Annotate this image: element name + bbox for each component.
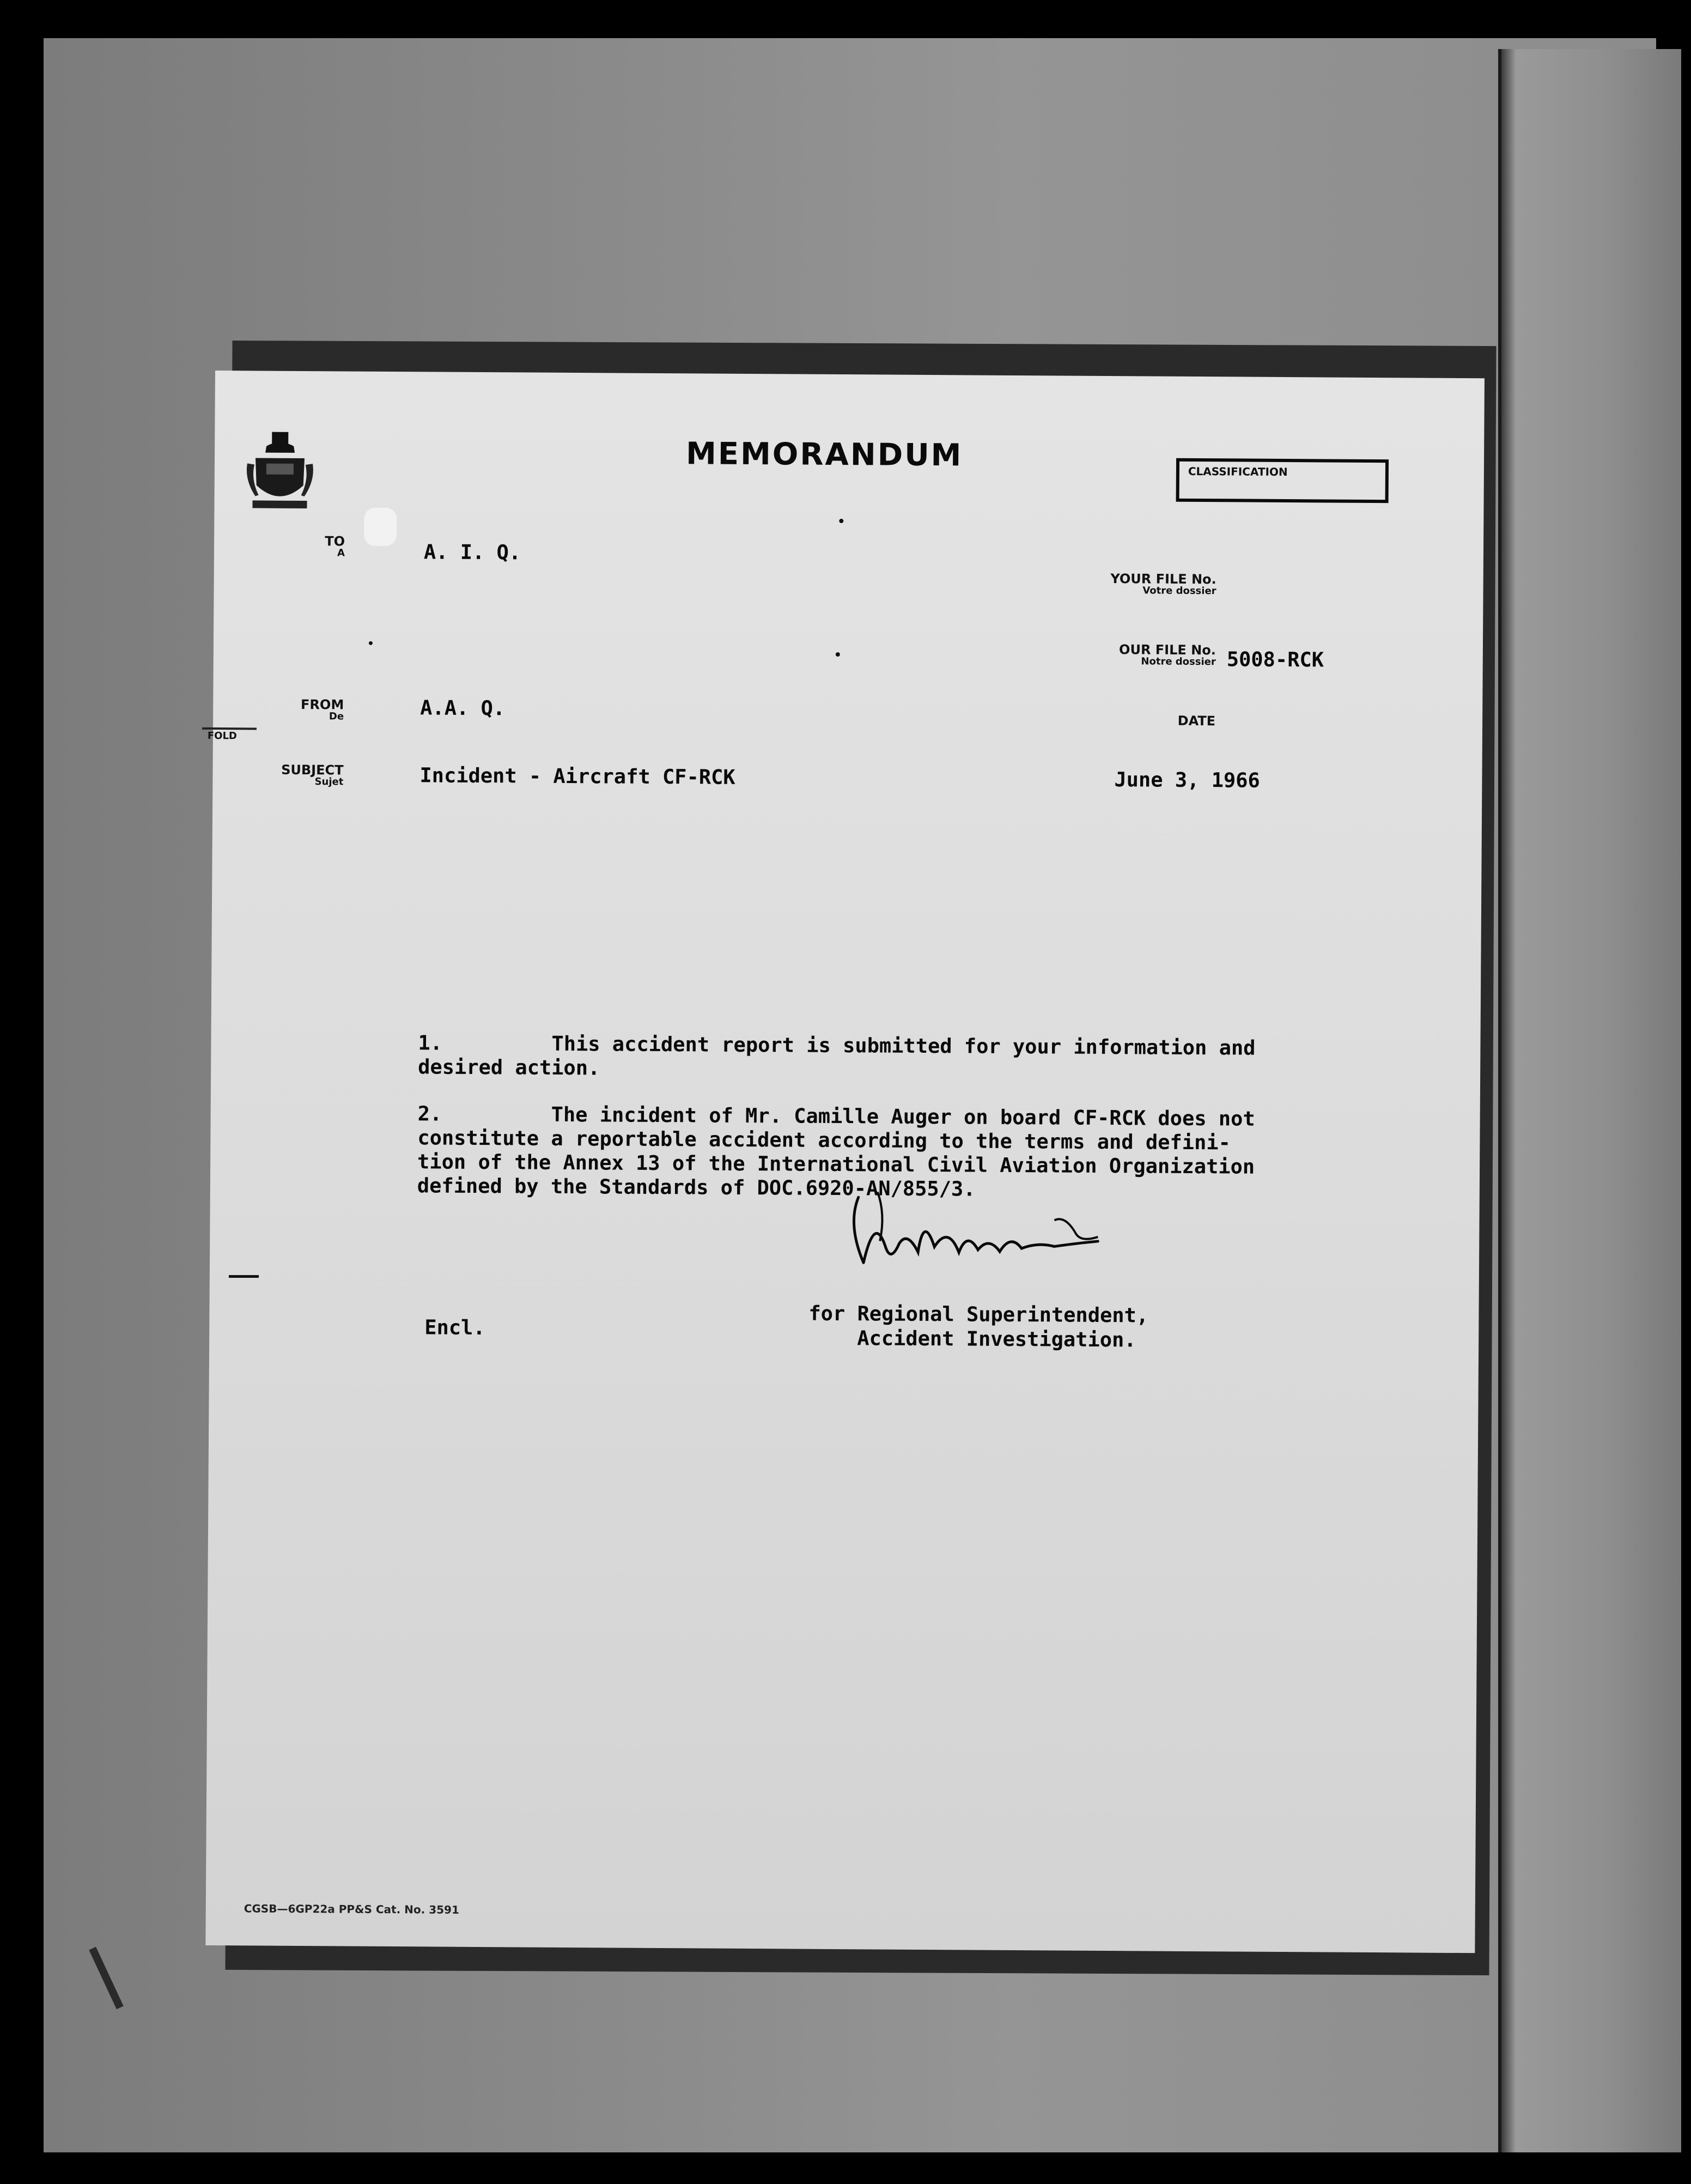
signature-line-1: for Regional Superintendent, xyxy=(808,1301,1149,1327)
to-label: TO xyxy=(325,533,345,549)
coat-of-arms-icon xyxy=(244,430,315,513)
from-label-block xyxy=(289,698,344,723)
subject-label-block xyxy=(272,763,343,788)
fold-line xyxy=(202,727,257,730)
to-label-fr: A xyxy=(337,547,345,559)
from-value: A.A. Q. xyxy=(420,696,506,720)
film-edge-strip xyxy=(1498,49,1681,2152)
your-file-block xyxy=(1069,572,1216,597)
fold-label: FOLD xyxy=(207,730,237,742)
speck xyxy=(836,652,840,657)
date-label: DATE xyxy=(1177,713,1216,729)
date-value: June 3, 1966 xyxy=(1114,768,1260,792)
signature-line-2: Accident Investigation. xyxy=(808,1326,1136,1352)
speck xyxy=(839,519,843,523)
from-label: FROM xyxy=(301,696,344,713)
your-file-label-fr: Votre dossier xyxy=(1142,585,1216,597)
our-file-value: 5008-RCK xyxy=(1226,647,1324,672)
paper-damage xyxy=(364,508,397,546)
your-file-label: YOUR FILE No. xyxy=(1110,571,1216,587)
memo-page xyxy=(205,371,1485,1953)
classification-label: CLASSIFICATION xyxy=(1188,464,1288,479)
enclosure-note: Encl. xyxy=(424,1315,485,1340)
speck xyxy=(369,641,373,645)
paragraph-2: 2. The incident of Mr. Camille Auger on board CF-RCK does not constitute a reportable accident according to the terms and defini- tion of the Annex 13 of the International Civil Aviation Organization defined by the Standards of DOC.6920-AN/855/3. xyxy=(417,1102,1255,1201)
subject-value: Incident - Aircraft CF-RCK xyxy=(419,763,735,789)
our-file-label: OUR FILE No. xyxy=(1119,642,1216,658)
from-label-fr: De xyxy=(329,711,344,723)
to-value: A. I. Q. xyxy=(423,540,521,565)
subject-label-fr: Sujet xyxy=(314,776,344,788)
our-file-block xyxy=(1069,643,1216,668)
subject-label: SUBJECT xyxy=(281,762,344,778)
our-file-label-fr: Notre dossier xyxy=(1141,656,1216,668)
form-number: CGSB—6GP22a PP&S Cat. No. 3591 xyxy=(244,1902,459,1916)
memo-title: MEMORANDUM xyxy=(685,436,963,474)
margin-mark xyxy=(229,1275,259,1278)
paragraph-1: 1. This accident report is submitted for your information and desired action. xyxy=(418,1031,1256,1080)
handwritten-signature xyxy=(825,1181,1131,1291)
to-label-block xyxy=(301,535,345,559)
classification-box xyxy=(1176,458,1389,503)
